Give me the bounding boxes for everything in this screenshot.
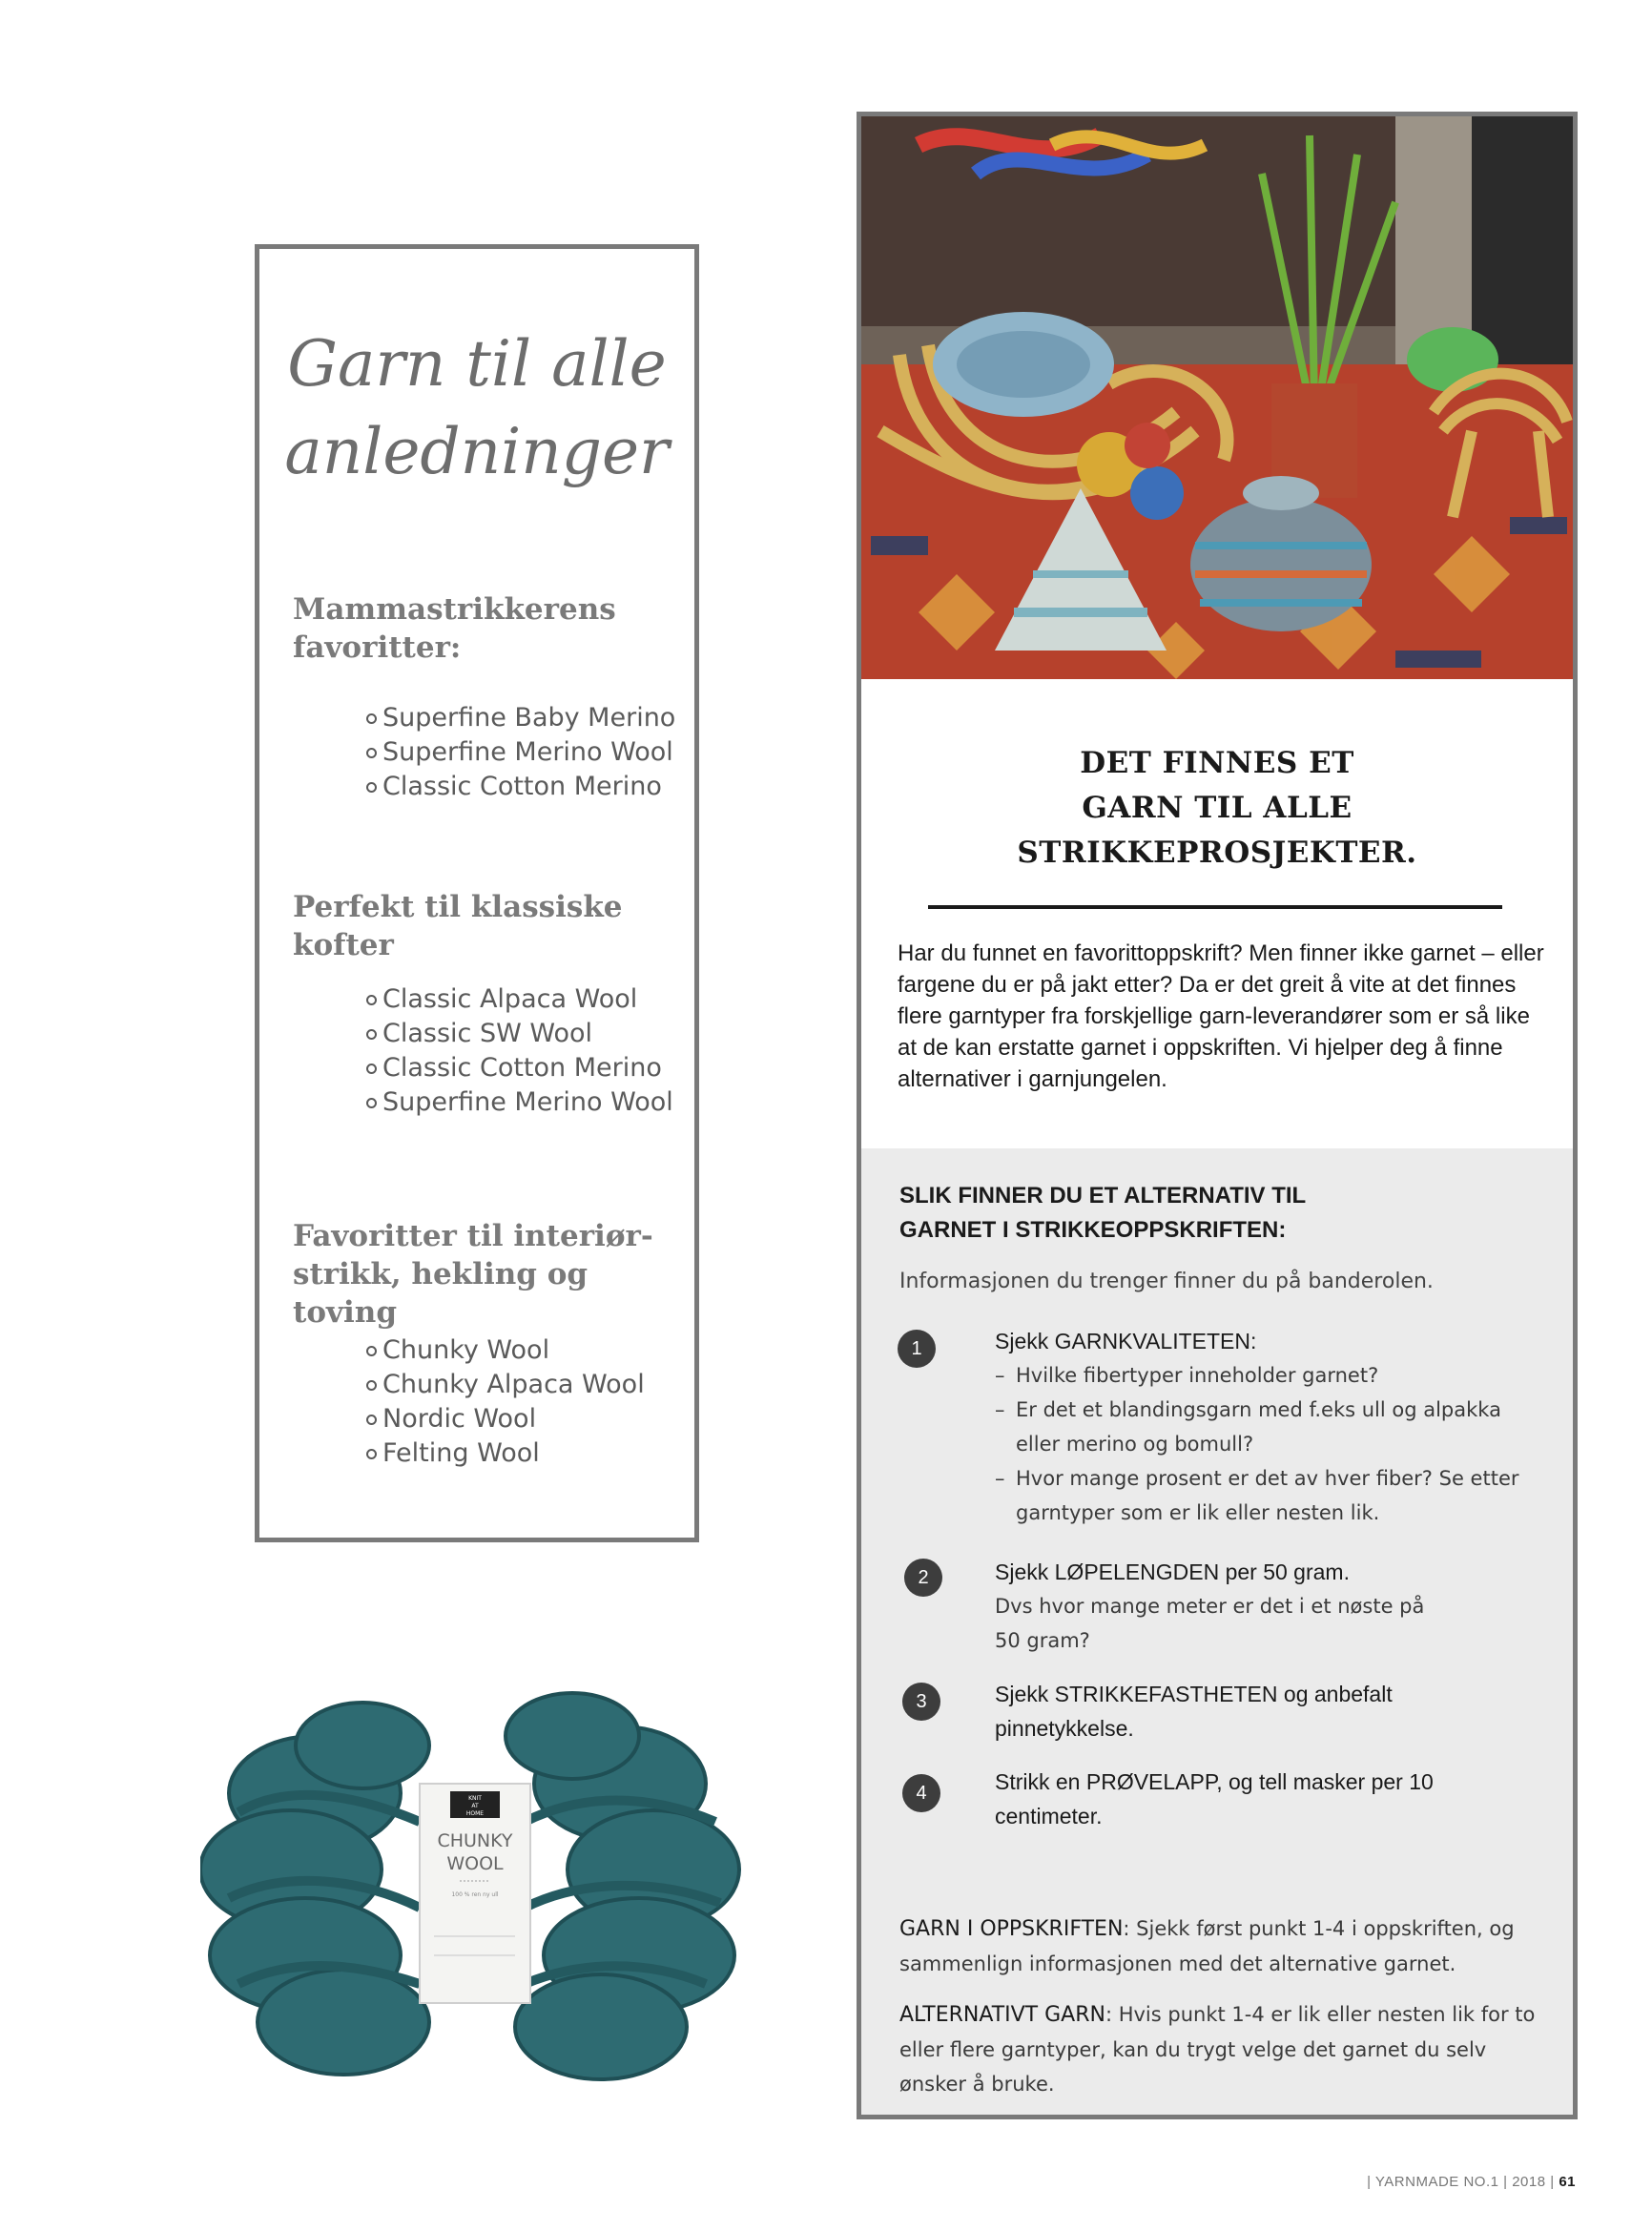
step-4 (995, 1765, 1472, 1833)
panel-headline (861, 741, 1573, 876)
how-to-subtitle: Informasjonen du trenger finner du på banderolen. (899, 1270, 1434, 1293)
list-item: Chunky Wool (366, 1333, 645, 1368)
list-item: Classic Cotton Merino (366, 770, 675, 804)
list-item: Felting Wool (366, 1436, 645, 1471)
label-brand-line1: KNIT (468, 1795, 482, 1802)
step-number-2: 2 (904, 1559, 942, 1597)
step-2 (995, 1555, 1548, 1658)
how-to-section (861, 1148, 1573, 2119)
yarn-loops-right (506, 1693, 739, 2079)
headline-divider (928, 905, 1502, 909)
list-item: Nordic Wool (366, 1402, 645, 1436)
label-brand-line2: AT (471, 1803, 479, 1809)
circle-bullet-icon (366, 995, 377, 1005)
step-1-bullet: – Hvilke fibertyper inneholder garnet? (995, 1364, 1379, 1387)
paragraph-garn-i-oppskriften: GARN I OPPSKRIFTEN: Sjekk først punkt 1-4 i oppskriften, og sammenlign informasjonen med det alternative garnet. (899, 1917, 1515, 1975)
label-brand-line3: HOME (465, 1810, 485, 1817)
step-number-4: 4 (902, 1774, 940, 1812)
step-2-title: Sjekk LØPELENGDEN per 50 gram. (995, 1560, 1350, 1584)
circle-bullet-icon (366, 1029, 377, 1040)
list-item: Superfine Merino Wool (366, 1085, 673, 1120)
step-4-title: Strikk en PRØVELAPP, og tell masker per 10 centimeter. (995, 1769, 1434, 1828)
label-fiber: 100 % ren ny ull (451, 1891, 499, 1898)
cabinet (1472, 116, 1573, 374)
box-title-line2: anledninger (284, 415, 670, 488)
label-chunky: CHUNKY (437, 1830, 513, 1851)
list-item: Superfine Merino Wool (366, 735, 675, 770)
interior-photo (861, 116, 1573, 679)
label-wool: WOOL (446, 1853, 504, 1874)
yarn-loops-left (200, 1703, 429, 2075)
list-item: Chunky Alpaca Wool (366, 1368, 645, 1402)
step-number-3: 3 (902, 1683, 940, 1721)
yarn-list-interior (366, 1333, 645, 1471)
box-title-line1: Garn til alle (287, 327, 667, 401)
yarn-label-band (420, 1784, 530, 2003)
list-item: Classic Alpaca Wool (366, 982, 673, 1017)
headline-line3: STRIKKEPROSJEKTER. (1017, 836, 1417, 870)
circle-bullet-icon (366, 1064, 377, 1074)
yarn-list-mammastrikkerens (366, 701, 675, 804)
section-heading-mammastrikkerens: Mammastrikkerens favoritter: (293, 592, 616, 665)
yarn-list-kofter (366, 982, 673, 1120)
circle-bullet-icon (366, 1449, 377, 1459)
info-panel (857, 112, 1578, 2119)
headline-line2: GARN TIL ALLE (1082, 791, 1353, 825)
page-number: 61 (1559, 2174, 1576, 2190)
step-3 (995, 1677, 1434, 1746)
intro-paragraph: Har du funnet en favorittoppskrift? Men finner ikke garnet – eller fargene du er på jakt etter? Da er det greit å vite at det finnes flere garntyper fra forskjellige garn-leverandører som er så like at de kan erstatte garnet i oppskriften. Vi hjelper deg å finne alternativer i garnjungelen. (898, 940, 1544, 1092)
circle-bullet-icon (366, 713, 377, 724)
step-1-title: Sjekk GARNKVALITETEN: (995, 1329, 1257, 1353)
headline-line1: DET FINNES ET (1080, 746, 1354, 780)
step-1-bullet: – Er det et blandingsgarn med f.eks ull og alpakka eller merino og bomull? (995, 1398, 1501, 1456)
page-footer (1367, 2174, 1576, 2190)
step-number-1: 1 (898, 1330, 936, 1368)
chunky-wool-skein-image (200, 1679, 744, 2098)
list-item: Superfine Baby Merino (366, 701, 675, 735)
box-title (259, 320, 694, 496)
circle-bullet-icon (366, 1415, 377, 1425)
step-1-bullet: – Hvor mange prosent er det av hver fiber? Se etter garntyper som er lik eller nesten lik. (995, 1467, 1519, 1524)
circle-bullet-icon (366, 782, 377, 793)
yarn-favorites-box (255, 244, 699, 1542)
how-to-title: SLIK FINNER DU ET ALTERNATIV TIL GARNET I STRIKKEOPPSKRIFTEN: (899, 1183, 1307, 1243)
step-3-title: Sjekk STRIKKEFASTHETEN og anbefalt pinnetykkelse. (995, 1682, 1393, 1741)
section-heading-kofter: Perfekt til klassiske kofter (293, 890, 623, 962)
publication-info: | YARNMADE NO.1 | 2018 | (1367, 2174, 1555, 2190)
step-2-detail: Dvs hvor mange meter er det i et nøste på 50 gram? (995, 1595, 1425, 1652)
circle-bullet-icon (366, 1380, 377, 1391)
paragraph-alternativt-garn: ALTERNATIVT GARN: Hvis punkt 1-4 er lik eller nesten lik for to eller flere garntyper, kan du trygt velge det garnet du selv ønsker å bruke. (899, 2003, 1536, 2096)
list-item: Classic SW Wool (366, 1017, 673, 1051)
circle-bullet-icon (366, 748, 377, 758)
circle-bullet-icon (366, 1098, 377, 1108)
circle-bullet-icon (366, 1346, 377, 1356)
list-item: Classic Cotton Merino (366, 1051, 673, 1085)
section-heading-interior: Favoritter til interiør-strikk, hekling og toving (293, 1219, 653, 1330)
step-1 (995, 1324, 1548, 1530)
teapot (1407, 327, 1498, 392)
